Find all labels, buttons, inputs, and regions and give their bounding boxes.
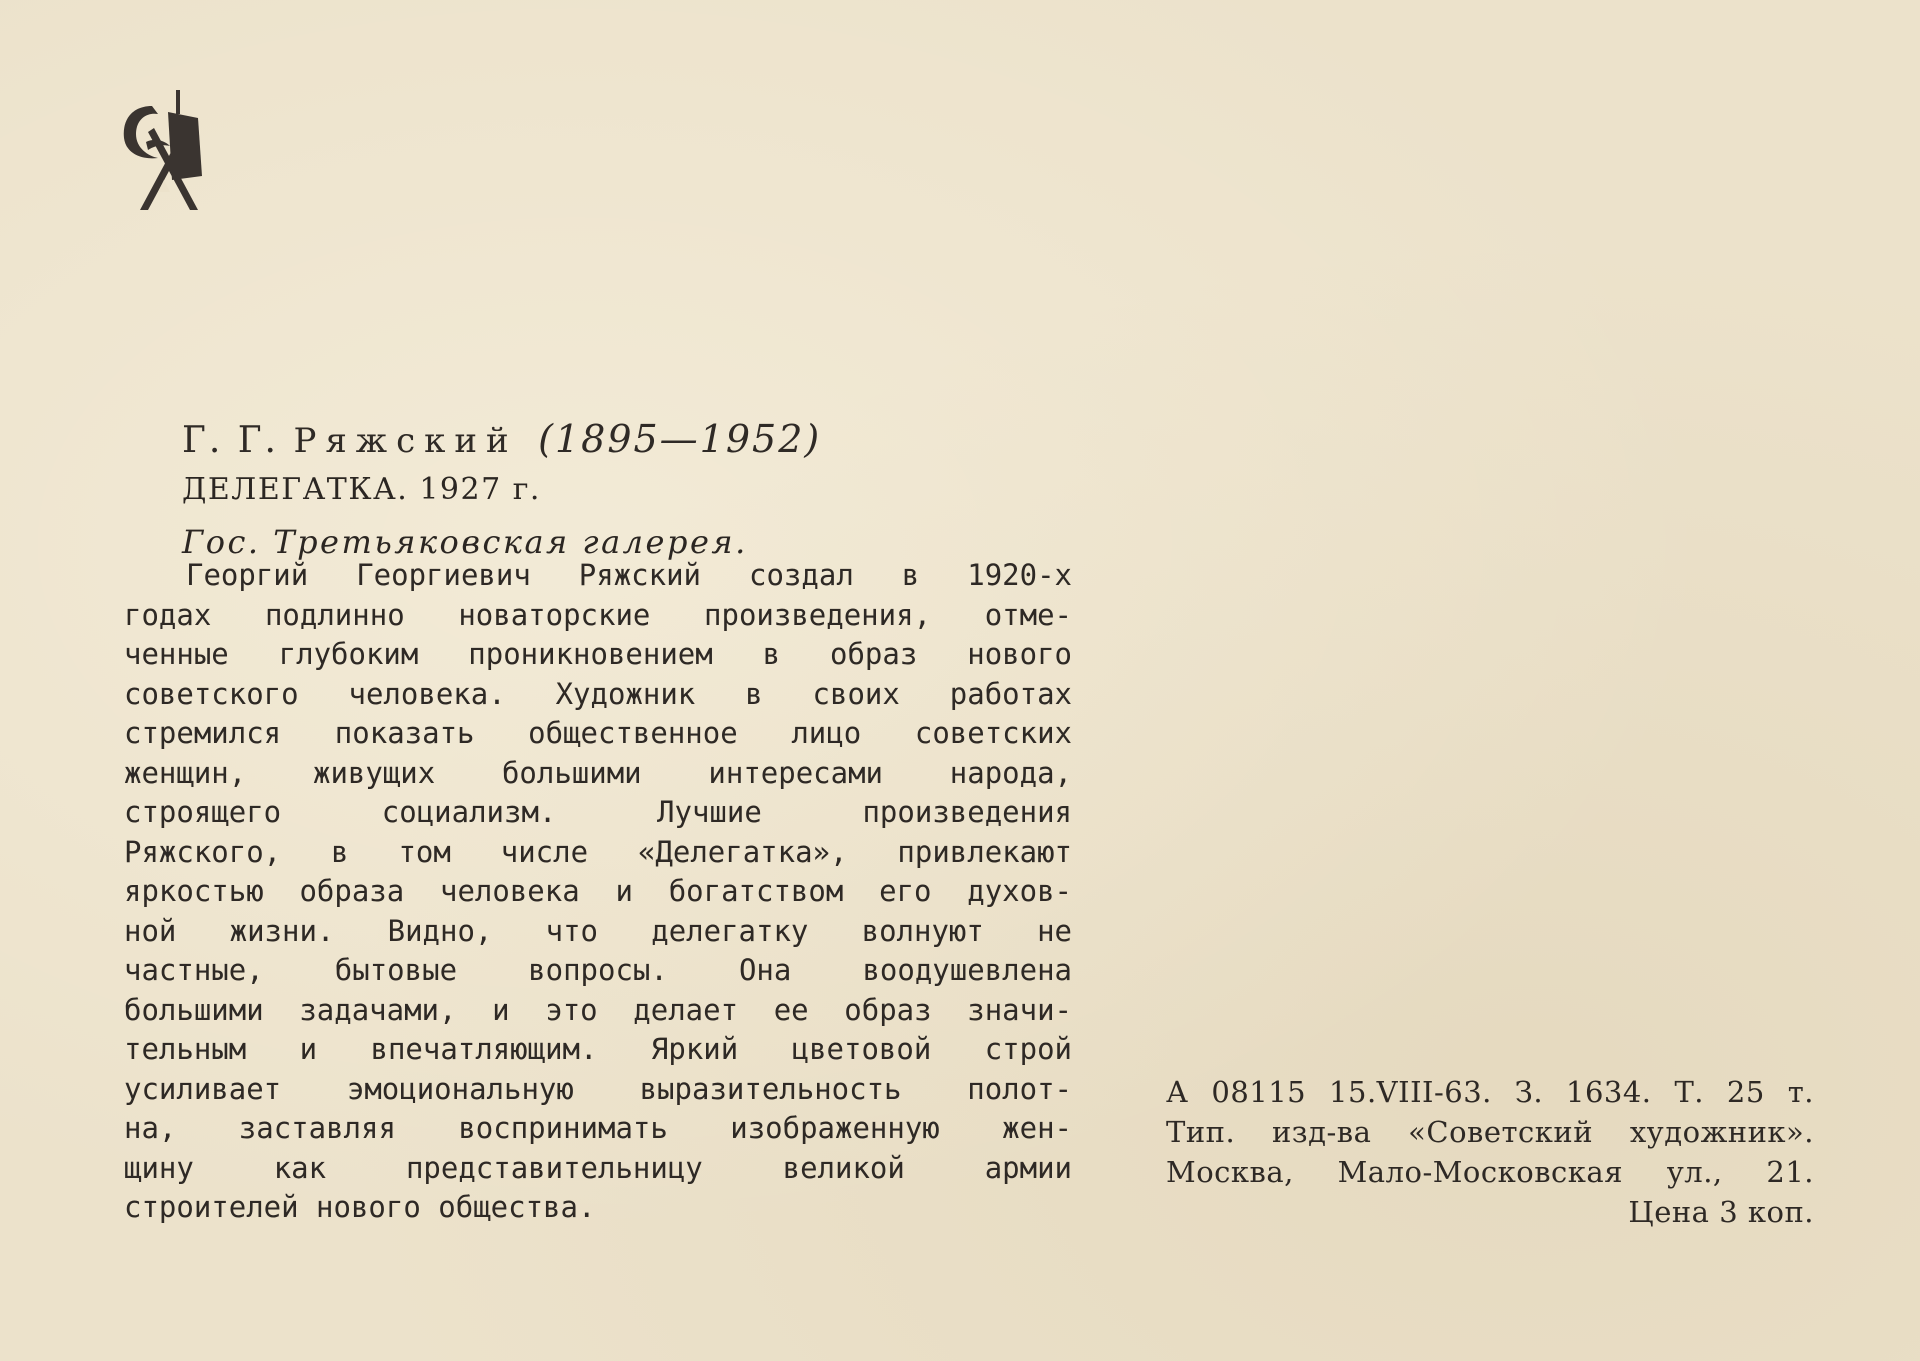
description-line: ченные глубоким проникновением в образ нового bbox=[124, 637, 1072, 671]
description-line: яркостью образа человека и богатством его духов- bbox=[124, 874, 1072, 908]
description-line: ной жизни. Видно, что делегатку волнуют не bbox=[124, 913, 1072, 948]
description-text bbox=[124, 556, 1072, 1228]
imprint-address-line: Москва, Мало-Московская ул., 21. bbox=[1166, 1155, 1814, 1189]
imprint-order-line: А 08115 15.VIII-63. З. 1634. Т. 25 т. bbox=[1166, 1075, 1814, 1109]
description-line: стремился показать общественное лицо советских bbox=[124, 716, 1072, 750]
description-line: щину как представительницу великой армии bbox=[124, 1150, 1072, 1185]
artist-line bbox=[182, 414, 1082, 464]
gallery-name: Гос. Третьяковская галерея. bbox=[182, 523, 748, 561]
work-title: ДЕЛЕГАТКА. 1927 г. bbox=[182, 472, 541, 507]
description-line: женщин, живущих большими интересами народа, bbox=[124, 755, 1072, 790]
artist-name: Ряжский bbox=[293, 421, 518, 461]
description-line: строящего социализм. Лучшие произведения bbox=[124, 795, 1072, 829]
description-line: тельным и впечатляющим. Яркий цветовой строй bbox=[124, 1032, 1072, 1066]
publisher-emblem-icon bbox=[118, 84, 204, 212]
artwork-caption bbox=[182, 414, 1082, 566]
artist-initials: Г. Г. bbox=[182, 420, 280, 461]
printing-imprint bbox=[1166, 1072, 1814, 1232]
imprint-printer-line: Тип. изд-ва «Советский художник». bbox=[1166, 1115, 1814, 1149]
description-line: Георгий Георгиевич Ряжский создал в 1920-х bbox=[186, 558, 1072, 592]
description-line: большими задачами, и это делает ее образ значи- bbox=[124, 992, 1072, 1027]
description-line: строителей нового общества. bbox=[124, 1190, 596, 1224]
description-line: на, заставляя воспринимать изображенную жен- bbox=[124, 1111, 1072, 1145]
description-line: советского человека. Художник в своих работах bbox=[124, 676, 1072, 711]
description-line: усиливает эмоциональную выразительность полот- bbox=[124, 1071, 1072, 1106]
artist-years: (1895—1952) bbox=[538, 417, 822, 461]
price-label: Цена 3 коп. bbox=[1628, 1195, 1814, 1229]
description-line: годах подлинно новаторские произведения, отме- bbox=[124, 597, 1072, 632]
description-line: Ряжского, в том числе «Делегатка», привлекают bbox=[124, 834, 1072, 869]
description-line: частные, бытовые вопросы. Она воодушевлена bbox=[124, 953, 1072, 987]
